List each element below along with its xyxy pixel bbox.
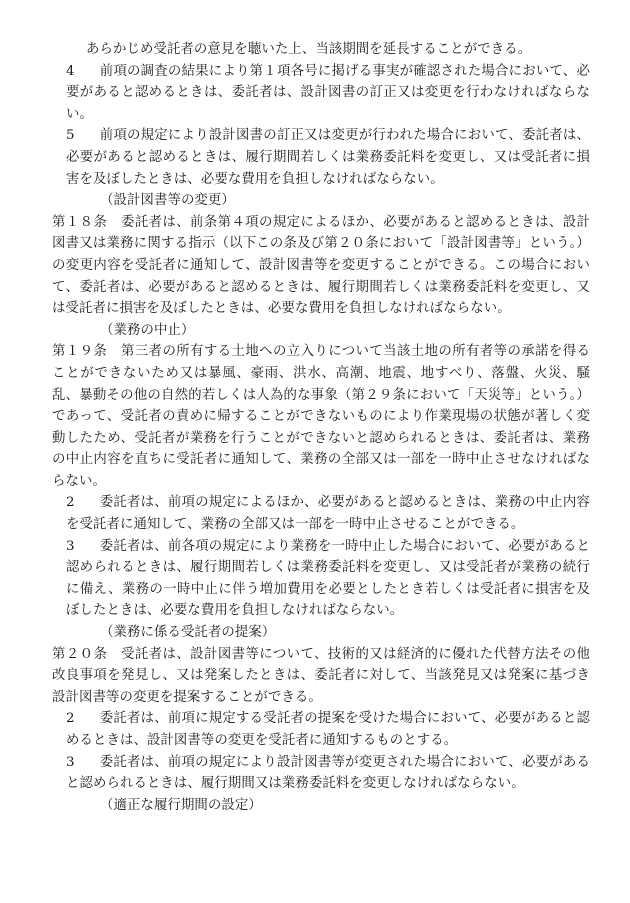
clause-number: 5 [66, 128, 75, 144]
article-18 [52, 212, 590, 320]
article-20 [52, 644, 590, 709]
section-heading-suspension: （業務の中止） [100, 322, 195, 338]
paragraph-continuation: あらかじめ受託者の意見を聴いた上、当該期間を延長することができる。 [86, 42, 532, 57]
clause-text: 委託者は、前各項の規定により業務を一時中止した場合において、必要があると認められるときは、履行期間若しくは業務委託料を変更し、又は受託者が業務の続行に備え、業務の一時中止に伴う増加費用を必要としたとき若しくは受託者に損害を及ぼしたときは、必要な費用を負担しなければならない。 [66, 538, 590, 619]
clause-text: 委託者は、前項に規定する受託者の提案を受けた場合において、必要があると認めるときは、設計図書等の変更を受託者に通知するものとする。 [66, 711, 590, 748]
section-heading-design-change: （設計図書等の変更） [100, 193, 235, 209]
clause-number: 3 [66, 538, 75, 554]
clause-20-2 [66, 708, 590, 751]
clause-20-3 [66, 752, 590, 795]
article-text: 受託者は、設計図書等について、技術的又は経済的に優れた代替方法その他改良事項を発見し、又は発案したときは、委託者に対して、当該発見又は発案に基づき設計図書等の変更を提案することができる。 [52, 646, 591, 705]
section-heading-period: （適正な履行期間の設定） [100, 797, 262, 813]
section-heading-proposal: （業務に係る受託者の提案） [100, 625, 276, 641]
article-text: 第三者の所有する土地への立入りについて当該土地の所有者等の承諾を得ることができないため又は暴風、豪雨、洪水、高潮、地震、地すべり、落盤、火災、騒乱、暴動その他の自然的若しくは人為的な事象（第２９条において「天災等」という。）であって、受託者の責めに帰することができないものにより作業現場の状態が著しく変動したため、受託者が業務を行うことができないと認められるときは、委託者は、業務の中止内容を直ちに受託者に通知して、業務の全部又は一部を一時中止させなければならない。 [52, 344, 590, 489]
article-number: 第１８条 [52, 214, 108, 230]
article-number: 第２０条 [52, 646, 108, 662]
clause-text: 前項の規定により設計図書の訂正又は変更が行われた場合において、委託者は、必要があると認めるときは、履行期間若しくは業務委託料を変更し、又は受託者に損害を及ぼしたときは、必要な費用を負担しなければならない。 [66, 128, 590, 187]
clause-text: 委託者は、前項の規定により設計図書等が変更された場合において、必要があると認められるときは、履行期間又は業務委託料を変更しなければならない。 [66, 754, 590, 792]
article-number: 第１９条 [52, 344, 108, 360]
clause-19-2 [66, 492, 590, 535]
article-text: 委託者は、前条第４項の規定によるほか、必要があると認めるときは、設計図書又は業務に関する指示（以下この条及び第２０条において「設計図書等」という。）の変更内容を受託者に通知して、設計図書等を変更することができる。この場合において、委託者は、必要があると認めるときは、履行期間若しくは業務委託料を変更し、又は受託者に損害を及ぼしたときは、必要な費用を負担しなければならない。 [52, 214, 590, 317]
clause-number: 2 [66, 711, 75, 727]
article-19 [52, 341, 590, 492]
clause-4 [66, 61, 590, 126]
clause-number: 4 [66, 63, 75, 79]
clause-text: 前項の調査の結果により第１項各号に掲げる事実が確認された場合において、必要があると認めるときは、委託者は、設計図書の訂正又は変更を行わなければならない。 [66, 63, 590, 122]
clause-19-3 [66, 536, 590, 622]
clause-number: 3 [66, 754, 75, 770]
clause-5 [66, 125, 590, 190]
clause-number: 2 [66, 495, 75, 511]
clause-text: 委託者は、前項の規定によるほか、必要があると認めるときは、業務の中止内容を受託者に通知して、業務の全部又は一部を一時中止させることができる。 [66, 495, 590, 533]
